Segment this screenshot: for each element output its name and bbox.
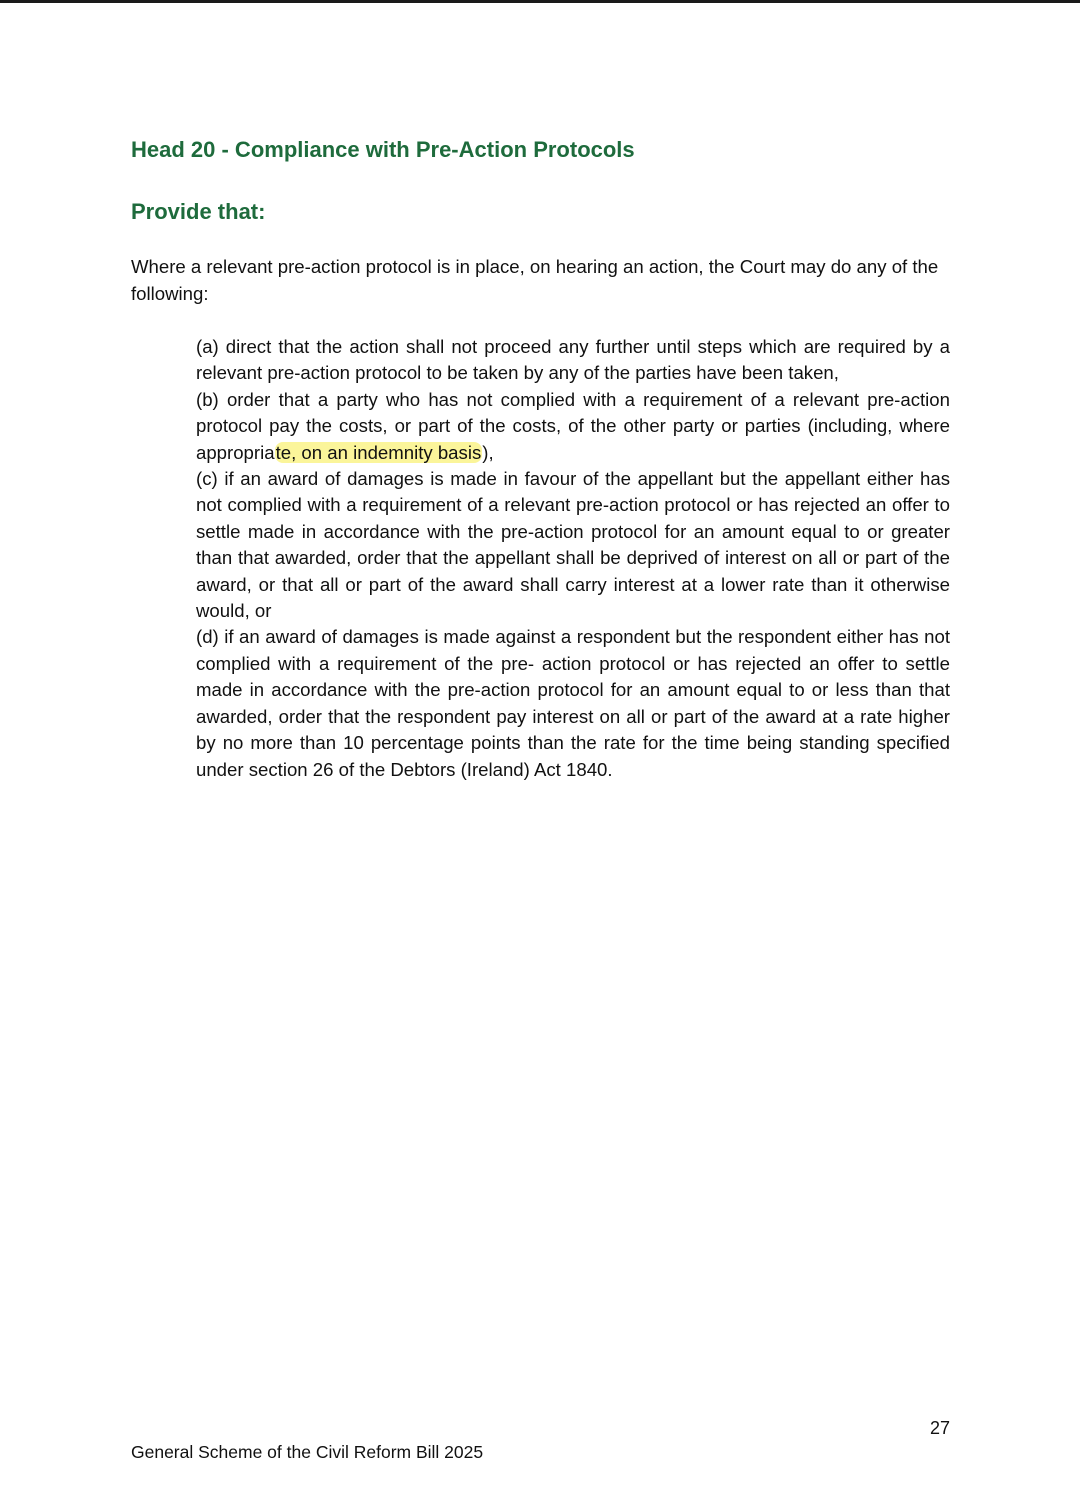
clause-b-text-start: (b) order that a party who has not complied with a requirement of a relevant pre-action protocol pay the costs, or part of the costs, of the other party or parties (including, where appropria bbox=[196, 388, 950, 463]
clause-b bbox=[196, 387, 950, 466]
footer-title: General Scheme of the Civil Reform Bill 2025 bbox=[131, 1442, 484, 1462]
clause-d: (d) if an award of damages is made against a respondent but the respondent either has not complied with a requirement of the pre- action protocol or has rejected an offer to settle made in accordance with the pre-action protocol for an amount equal to or less than that awarded, order that the respondent pay interest on all or part of the award at a rate higher by no more than 10 percentage points than the rate for the time being standing specified under section 26 of the Debtors (Ireland) Act 1840. bbox=[196, 626, 950, 780]
intro-paragraph: Where a relevant pre-action protocol is in place, on hearing an action, the Court may do any of the following: bbox=[131, 256, 939, 304]
clause-b-text-end: ), bbox=[482, 441, 494, 463]
top-border-line bbox=[0, 0, 1080, 3]
page-number: 27 bbox=[929, 1418, 950, 1438]
clause-a: (a) direct that the action shall not proceed any further until steps which are required by a relevant pre-action protocol to be taken by any of the parties have been taken, bbox=[196, 336, 950, 384]
section-heading: Head 20 - Compliance with Pre-Action Protocols bbox=[131, 137, 635, 162]
section-subheading: Provide that: bbox=[131, 199, 266, 224]
clause-c: (c) if an award of damages is made in favour of the appellant but the appellant either has not complied with a requirement of a relevant pre-action protocol or has rejected an offer to settle made in accordance with the pre-action protocol for an amount equal to or greater than that awarded, order that the appellant shall be deprived of interest on all or part of the award, or that all or part of the award shall carry interest at a lower rate than it otherwise would, or bbox=[196, 468, 950, 622]
clause-list bbox=[196, 334, 950, 783]
highlighted-text: te, on an indemnity basis bbox=[275, 441, 482, 463]
